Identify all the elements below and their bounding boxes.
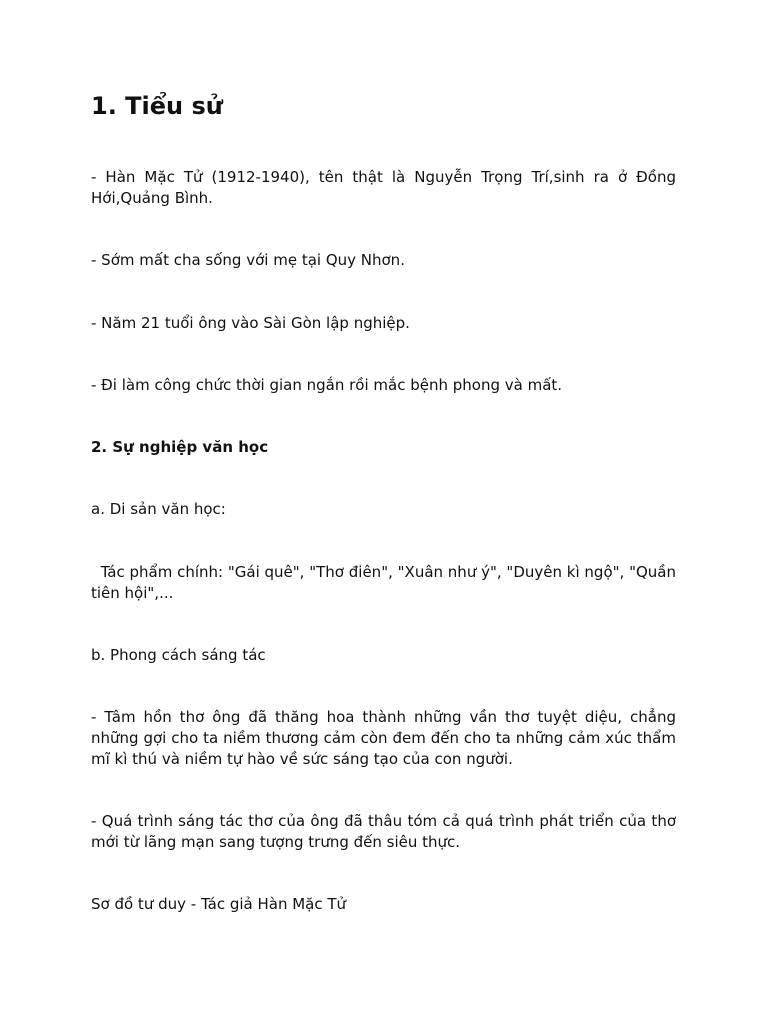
section-1-heading: 1. Tiểu sử xyxy=(91,92,223,120)
main-works: Tác phẩm chính: "Gái quê", "Thơ điên", "Xuân như ý", "Duyên kì ngộ", "Quần tiên hội",... xyxy=(91,563,681,602)
bio-item-birth: - Hàn Mặc Tử (1912-1940), tên thật là Nguyễn Trọng Trí,sinh ra ở Đồng Hới,Quảng Bình. xyxy=(91,168,676,207)
subheading-legacy: a. Di sản văn học: xyxy=(91,500,226,518)
style-item-soul: - Tâm hồn thơ ông đã thăng hoa thành những vần thơ tuyệt diệu, chẳng những gợi cho ta niềm thương cảm còn đem đến cho ta những cảm xúc thẩm mĩ kì thú và niềm tự hào về sức sáng tạo của con người. xyxy=(91,708,676,768)
subheading-style: b. Phong cách sáng tác xyxy=(91,646,266,664)
mind-map-caption: Sơ đồ tư duy - Tác giả Hàn Mặc Tử xyxy=(91,895,347,913)
bio-item-childhood: - Sớm mất cha sống với mẹ tại Quy Nhơn. xyxy=(91,251,405,269)
section-2-heading: 2. Sự nghiệp văn học xyxy=(91,438,269,456)
bio-item-illness: - Đi làm công chức thời gian ngắn rồi mắc bệnh phong và mất. xyxy=(91,376,563,394)
style-item-evolution: - Quá trình sáng tác thơ của ông đã thâu tóm cả quá trình phát triển của thơ mới từ lãng mạn sang tượng trưng đến siêu thực. xyxy=(91,812,676,851)
bio-item-saigon: - Năm 21 tuổi ông vào Sài Gòn lập nghiệp. xyxy=(91,314,410,332)
